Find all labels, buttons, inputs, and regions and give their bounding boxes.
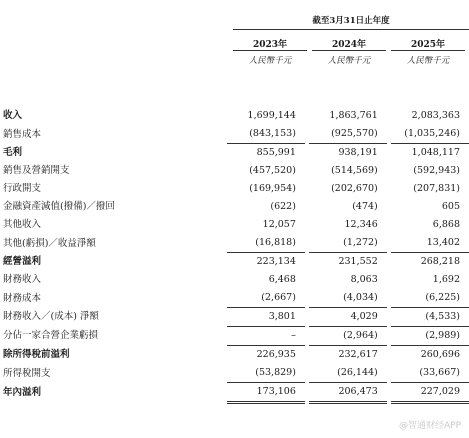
row-label: 其他收入	[3, 219, 42, 231]
table-row	[0, 162, 469, 180]
cell-value: (457,520)	[249, 165, 296, 177]
row-label: 財務成本	[3, 292, 42, 304]
row-label: 毛利	[3, 147, 23, 158]
table-row	[0, 198, 469, 216]
cell-value: (4,533)	[391, 308, 469, 327]
header-rule	[233, 29, 469, 30]
cell-value: (2,667)	[227, 289, 305, 308]
cell-value: 226,935	[256, 349, 296, 361]
row-label: 收入	[3, 110, 23, 122]
cell-value: 206,473	[309, 383, 387, 403]
cell-value: (26,144)	[309, 364, 387, 383]
cell-value: (169,954)	[249, 183, 296, 195]
cell-value: (4,034)	[309, 289, 387, 308]
cell-value: 3,801	[227, 308, 305, 327]
cell-value: 1,699,144	[247, 110, 296, 122]
cell-value: 268,218	[420, 256, 460, 268]
row-label: 除所得稅前溢利	[3, 349, 70, 360]
cell-value: (202,670)	[331, 183, 378, 195]
row-label: 銷售及營銷開支	[3, 165, 70, 177]
row-label: 所得稅開支	[3, 367, 51, 379]
year-2025: 2025年	[410, 40, 446, 50]
row-label: 財務收入	[3, 274, 42, 286]
cell-value: –	[227, 327, 305, 346]
cell-value: 1,692	[432, 274, 460, 286]
column-header-title: 截至3月31日止年度	[312, 16, 390, 26]
cell-value: 223,134	[256, 256, 296, 268]
cell-value: 227,029	[391, 383, 469, 403]
cell-value: 938,191	[338, 147, 378, 159]
cell-value: 8,063	[350, 274, 378, 286]
cell-value: 6,868	[432, 219, 460, 231]
table-row	[0, 364, 469, 383]
unit-2024: 人民幣千元	[327, 56, 371, 66]
row-label: 年內溢利	[3, 386, 42, 398]
cell-value: (1,272)	[309, 234, 387, 253]
cell-value: 605	[441, 201, 460, 213]
table-row	[0, 234, 469, 253]
year-2024: 2024年	[331, 40, 367, 50]
row-label: 經營溢利	[3, 256, 42, 267]
row-label: 行政開支	[3, 183, 42, 195]
cell-value: (6,225)	[391, 289, 469, 308]
table-row	[0, 180, 469, 198]
table-row	[0, 327, 469, 346]
year-rule	[233, 50, 307, 51]
income-statement-table	[0, 107, 469, 404]
table-row	[0, 346, 469, 365]
table-row	[0, 125, 469, 144]
cell-value: (53,829)	[227, 364, 305, 383]
table-row	[0, 107, 469, 125]
cell-value: 231,552	[338, 256, 378, 268]
year-2023: 2023年	[252, 40, 288, 50]
cell-value: (474)	[352, 201, 378, 213]
table-row	[0, 383, 469, 403]
table-row	[0, 253, 469, 272]
cell-value: (622)	[270, 201, 296, 213]
cell-value: 12,346	[344, 219, 378, 231]
year-rule	[312, 50, 386, 51]
cell-value: (843,153)	[227, 125, 305, 144]
cell-value: 260,696	[420, 349, 460, 361]
table-row	[0, 144, 469, 163]
cell-value: (592,943)	[413, 165, 460, 177]
cell-value: 232,617	[338, 349, 378, 361]
cell-value: 1,048,117	[411, 147, 460, 159]
year-rule	[391, 50, 465, 51]
cell-value: 4,029	[309, 308, 387, 327]
row-label: 金融資產減值(撥備)／撥回	[3, 201, 115, 213]
cell-value: (925,570)	[309, 125, 387, 144]
cell-value: 12,057	[262, 219, 296, 231]
row-label: 分佔一家合營企業虧損	[3, 330, 99, 342]
cell-value: (1,035,246)	[391, 125, 469, 144]
row-label: 銷售成本	[3, 128, 42, 140]
table-row	[0, 271, 469, 289]
cell-value: (2,964)	[309, 327, 387, 346]
cell-value: 173,106	[227, 383, 305, 403]
cell-value: 13,402	[391, 234, 469, 253]
cell-value: (207,831)	[413, 183, 460, 195]
table-row	[0, 308, 469, 327]
unit-2025: 人民幣千元	[406, 56, 450, 66]
cell-value: 1,863,761	[329, 110, 378, 122]
cell-value: (16,818)	[227, 234, 305, 253]
cell-value: 6,468	[268, 274, 296, 286]
watermark: @智通财经APP	[398, 421, 461, 431]
cell-value: (2,989)	[391, 327, 469, 346]
unit-2023: 人民幣千元	[248, 56, 292, 66]
cell-value: (33,667)	[391, 364, 469, 383]
table-row	[0, 216, 469, 234]
row-label: 其他(虧損)／收益淨額	[3, 237, 96, 249]
table-row	[0, 289, 469, 308]
cell-value: 2,083,363	[411, 110, 460, 122]
row-label: 財務收入／(成本) 淨額	[3, 311, 99, 323]
cell-value: 855,991	[256, 147, 296, 159]
cell-value: (514,569)	[331, 165, 378, 177]
